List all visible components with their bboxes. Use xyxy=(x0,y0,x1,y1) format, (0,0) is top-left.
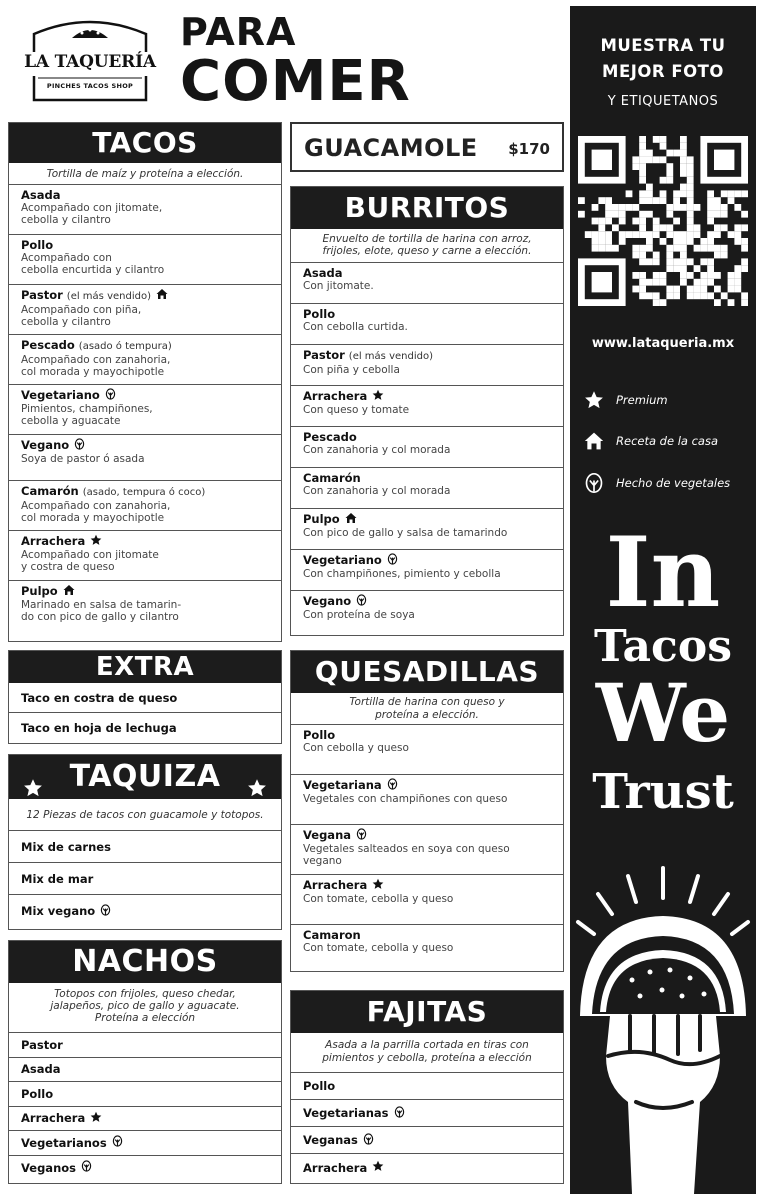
menu-item[interactable] xyxy=(9,335,281,385)
menu-item[interactable] xyxy=(291,345,563,386)
section-intro: Tortilla de maíz y proteína a elección. xyxy=(9,163,281,185)
item-list xyxy=(9,185,281,634)
nachos-section xyxy=(8,940,282,1184)
item-name-text: Vegana xyxy=(303,828,352,842)
item-list xyxy=(9,1033,281,1180)
item-description: Pimientos, champiñones, cebolla y aguacate xyxy=(21,403,153,427)
menu-item[interactable] xyxy=(291,725,563,775)
item-name-text: Pastor xyxy=(21,288,63,302)
item-note: (el más vendido) xyxy=(66,291,151,302)
item-name xyxy=(303,553,563,568)
star-icon xyxy=(90,1111,102,1126)
item-name: Mix vegano xyxy=(21,904,96,918)
item-name xyxy=(303,728,563,742)
legend-house-recipe xyxy=(584,431,718,451)
menu-item[interactable] xyxy=(291,304,563,345)
menu-item[interactable] xyxy=(291,427,563,468)
legend-premium xyxy=(584,390,668,410)
star-icon xyxy=(23,767,43,811)
menu-item[interactable] xyxy=(291,875,563,925)
slogan-line-1: In xyxy=(605,516,721,629)
item-name xyxy=(303,389,563,404)
item-name: Veganas xyxy=(303,1133,358,1147)
leaf-icon xyxy=(112,1135,123,1150)
item-name xyxy=(303,430,563,444)
slogan-line-3: We xyxy=(595,666,731,760)
item-name-text: Camaron xyxy=(303,928,361,942)
leaf-icon xyxy=(356,594,367,609)
section-title: QUESADILLAS xyxy=(291,651,563,693)
item-name xyxy=(303,928,563,942)
item-description: Acompañado con zanahoria, col morada y mayochipotle xyxy=(21,354,171,378)
sidebar-panel xyxy=(570,6,756,1194)
menu-item[interactable] xyxy=(291,263,563,304)
item-name-text: Pollo xyxy=(303,307,336,321)
item-name xyxy=(303,348,563,364)
section-title: BURRITOS xyxy=(291,187,563,229)
leaf-icon xyxy=(394,1106,405,1121)
item-list xyxy=(9,831,281,927)
star-icon xyxy=(372,1160,384,1175)
item-name: Taco en costra de queso xyxy=(21,690,178,705)
menu-item[interactable] xyxy=(9,531,281,581)
menu-item[interactable] xyxy=(9,1131,281,1156)
item-name xyxy=(303,512,563,527)
item-name: Mix de carnes xyxy=(21,839,111,854)
item-name-text: Pescado xyxy=(303,430,357,444)
house-icon xyxy=(345,512,357,527)
item-name-text: Asada xyxy=(303,266,343,280)
item-name xyxy=(21,188,281,202)
item-name: Asada xyxy=(21,1062,61,1077)
menu-item[interactable] xyxy=(9,285,281,335)
item-name-text: Pescado xyxy=(21,338,75,352)
extra-section xyxy=(8,650,282,744)
section-intro: Envuelto de tortilla de harina con arroz, frijoles, elote, queso y carne a elección. xyxy=(291,229,563,263)
menu-item[interactable] xyxy=(291,825,563,875)
item-name-text: Arrachera xyxy=(303,389,368,403)
guacamole-title: GUACAMOLE xyxy=(304,134,478,162)
tacos-section xyxy=(8,122,282,642)
section-header xyxy=(9,755,281,799)
item-name: Vegetarianos xyxy=(21,1135,107,1150)
menu-item[interactable] xyxy=(9,1033,281,1058)
menu-item[interactable] xyxy=(9,1082,281,1107)
menu-item[interactable] xyxy=(9,185,281,235)
menu-item[interactable] xyxy=(291,509,563,550)
section-intro: Totopos con frijoles, queso chedar, jalapeños, pico de gallo y aguacate. Proteína a elección xyxy=(9,983,281,1033)
item-name xyxy=(303,778,563,793)
menu-item[interactable] xyxy=(9,1058,281,1083)
brand-name: LA TAQUERÍA xyxy=(14,52,166,72)
item-description: Soya de pastor ó asada xyxy=(21,453,145,465)
fajitas-section xyxy=(290,990,564,1184)
item-name xyxy=(21,388,281,403)
item-name-text: Asada xyxy=(21,188,61,202)
item-name-text: Arrachera xyxy=(303,878,368,892)
item-description: Con piña y cebolla xyxy=(303,364,400,376)
item-description: Con champiñones, pimiento y cebolla xyxy=(303,568,501,580)
menu-item[interactable] xyxy=(291,468,563,509)
leaf-icon xyxy=(387,553,398,568)
menu-item[interactable] xyxy=(291,591,563,629)
leaf-icon xyxy=(356,828,367,843)
item-name-text: Pulpo xyxy=(303,512,340,526)
section-title: TACOS xyxy=(9,123,281,163)
promo-line-1: MUESTRA TU xyxy=(600,36,726,55)
brand-tagline: PINCHES TACOS SHOP xyxy=(46,82,134,90)
menu-item[interactable] xyxy=(9,683,281,713)
item-name xyxy=(21,484,281,500)
item-description: Con pico de gallo y salsa de tamarindo xyxy=(303,527,508,539)
house-icon xyxy=(63,584,75,599)
legend-label: Hecho de vegetales xyxy=(616,476,731,490)
leaf-icon xyxy=(81,1160,92,1175)
item-name-text: Camarón xyxy=(21,484,79,498)
leaf-icon xyxy=(387,778,398,793)
item-name-text: Pollo xyxy=(21,238,54,252)
menu-item[interactable] xyxy=(291,1154,563,1181)
item-name xyxy=(303,471,563,485)
menu-item[interactable] xyxy=(9,831,281,863)
item-name xyxy=(21,288,281,304)
item-name: Mix de mar xyxy=(21,871,94,886)
promo-line-2: MEJOR FOTO xyxy=(602,62,724,81)
item-description: Vegetales con champiñones con queso xyxy=(303,793,508,805)
item-name: Veganos xyxy=(21,1160,76,1175)
section-intro: Asada a la parrilla cortada en tiras con pimientos y cebolla, proteína a elección xyxy=(291,1033,563,1073)
item-note: (asado, tempura ó coco) xyxy=(82,487,206,498)
item-name xyxy=(303,878,563,893)
item-name-text: Vegetariano xyxy=(21,388,100,402)
quesadillas-section xyxy=(290,650,564,972)
legend-label: Receta de la casa xyxy=(616,434,719,448)
item-note: (el más vendido) xyxy=(348,351,433,362)
legend-vegetables xyxy=(584,472,730,494)
house-icon xyxy=(156,288,168,303)
slogan-line-4: Trust xyxy=(592,764,734,820)
menu-item[interactable] xyxy=(9,895,281,927)
menu-item[interactable] xyxy=(291,1127,563,1154)
star-icon xyxy=(90,534,102,549)
item-name-text: Arrachera xyxy=(21,534,86,548)
menu-item[interactable] xyxy=(9,1107,281,1132)
item-name xyxy=(21,534,281,549)
item-description: Con proteína de soya xyxy=(303,609,415,621)
item-name-text: Vegano xyxy=(21,438,70,452)
menu-item[interactable] xyxy=(9,235,281,285)
menu-item[interactable] xyxy=(9,435,281,481)
item-list xyxy=(9,683,281,743)
item-description: Con cebolla curtida. xyxy=(303,321,408,333)
guacamole-section xyxy=(290,122,564,172)
menu-item[interactable] xyxy=(291,1073,563,1100)
item-name-text: Vegetariano xyxy=(303,553,382,567)
item-description: Acompañado con jitomate y costra de queso xyxy=(21,549,159,573)
title-line-2: COMER xyxy=(180,49,411,114)
item-name xyxy=(21,438,281,453)
star-icon xyxy=(372,878,384,893)
item-name xyxy=(303,307,563,321)
leaf-icon xyxy=(74,438,85,453)
item-name: Arrachera xyxy=(303,1160,368,1175)
item-name xyxy=(21,238,281,252)
leaf-icon xyxy=(363,1133,374,1148)
item-name-text: Pulpo xyxy=(21,584,58,598)
item-name: Pastor xyxy=(21,1037,63,1052)
item-description: Con cebolla y queso xyxy=(303,742,409,754)
item-name-text: Camarón xyxy=(303,471,361,485)
item-description: Acompañado con piña, cebolla y cilantro xyxy=(21,304,142,328)
page-title xyxy=(180,10,440,114)
item-name xyxy=(21,584,281,599)
slogan-line-2: Tacos xyxy=(594,621,732,672)
section-title: NACHOS xyxy=(9,941,281,983)
item-name xyxy=(303,594,563,609)
section-title: TAQUIZA xyxy=(69,759,221,794)
item-description: Acompañado con zanahoria, col morada y mayochipotle xyxy=(21,500,171,524)
item-description: Acompañado con jitomate, cebolla y cilantro xyxy=(21,202,163,226)
qr-code[interactable] xyxy=(578,136,748,306)
guacamole-price: $170 xyxy=(508,140,550,158)
item-list xyxy=(291,263,563,629)
item-name-text: Vegano xyxy=(303,594,352,608)
item-description: Con jitomate. xyxy=(303,280,374,292)
item-description: Con zanahoria y col morada xyxy=(303,485,451,497)
item-name xyxy=(303,828,563,843)
brand-logo xyxy=(24,14,156,102)
menu-item[interactable] xyxy=(9,713,281,743)
item-description: Con tomate, cebolla y queso xyxy=(303,942,454,954)
item-name-text: Pollo xyxy=(303,728,336,742)
item-note: (asado ó tempura) xyxy=(78,341,172,352)
leaf-icon xyxy=(100,904,111,919)
item-list xyxy=(291,725,563,973)
item-name xyxy=(21,338,281,354)
item-description: Con zanahoria y col morada xyxy=(303,444,451,456)
item-description: Acompañado con cebolla encurtida y cilantro xyxy=(21,252,165,276)
house-icon xyxy=(584,431,604,451)
section-title: EXTRA xyxy=(9,651,281,683)
taquiza-section xyxy=(8,754,282,930)
item-name: Vegetarianas xyxy=(303,1106,389,1120)
item-name: Pollo xyxy=(303,1079,336,1093)
menu-item[interactable] xyxy=(291,1100,563,1127)
item-name xyxy=(303,266,563,280)
menu-item[interactable] xyxy=(9,385,281,435)
item-description: Con queso y tomate xyxy=(303,404,410,416)
leaf-icon xyxy=(105,388,116,403)
fist-taco-illustration xyxy=(570,856,756,1194)
leaf-icon xyxy=(584,472,604,494)
menu-item[interactable] xyxy=(291,775,563,825)
item-list xyxy=(291,1073,563,1181)
item-name: Pollo xyxy=(21,1086,54,1101)
menu-item[interactable] xyxy=(9,581,281,634)
menu-item[interactable] xyxy=(9,863,281,895)
item-name-text: Vegetariana xyxy=(303,778,382,792)
menu-item[interactable] xyxy=(9,1156,281,1181)
promo-line-3: Y ETIQUETANOS xyxy=(607,94,719,109)
menu-item[interactable] xyxy=(291,925,563,973)
menu-item[interactable] xyxy=(9,481,281,531)
item-description: Con tomate, cebolla y queso xyxy=(303,893,454,905)
website-link[interactable]: www.lataqueria.mx xyxy=(591,336,735,351)
section-intro: 12 Piezas de tacos con guacamole y totopos. xyxy=(9,799,281,831)
legend-label: Premium xyxy=(616,393,668,407)
item-description: Vegetales salteados en soya con queso vegano xyxy=(303,843,510,867)
item-name: Arrachera xyxy=(21,1111,86,1126)
title-line-1: PARA xyxy=(180,10,297,54)
burritos-section xyxy=(290,186,564,636)
section-intro: Tortilla de harina con queso y proteína a elección. xyxy=(291,693,563,725)
star-icon xyxy=(247,767,267,811)
star-icon xyxy=(584,390,604,410)
section-title: FAJITAS xyxy=(291,991,563,1033)
star-icon xyxy=(372,389,384,404)
menu-item[interactable] xyxy=(291,550,563,591)
item-description: Marinado en salsa de tamarin- do con pico de gallo y cilantro xyxy=(21,599,182,623)
menu-item[interactable] xyxy=(291,386,563,427)
item-name-text: Pastor xyxy=(303,348,345,362)
item-name: Taco en hoja de lechuga xyxy=(21,721,177,735)
